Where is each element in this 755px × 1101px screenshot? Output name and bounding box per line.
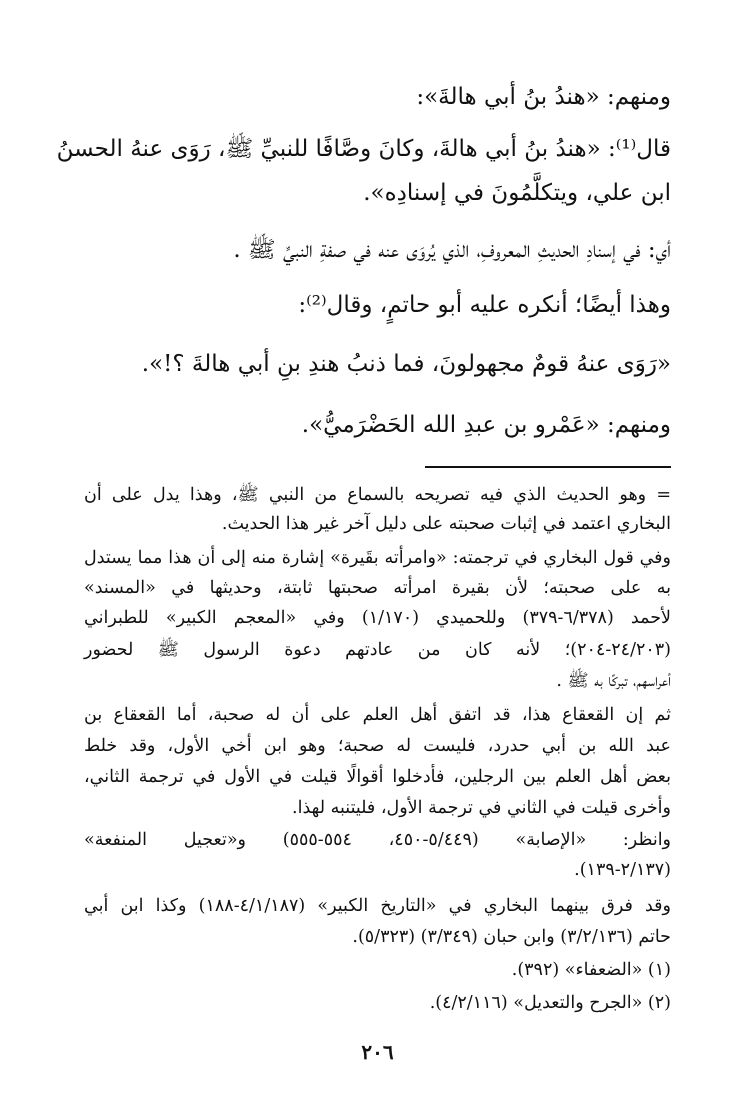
main-line-2: قال⁽¹⁾: «هندُ بنُ أبي هالةَ، وكانَ وصَّافًا للنبيِّ ﷺ، رَوَى عنهُ الحسنُ: [56, 136, 671, 162]
footnote-line-13: (٢/١٣٧-١٣٩).: [574, 860, 671, 880]
main-line-3: ابن علي، ويتكلَّمُونَ في إسنادِه».: [363, 180, 671, 206]
footnote-line-4: به على صحبته؛ لأن بقيرة امرأته صحبتها ثابتة، وحديثها في «المسند»: [84, 578, 671, 598]
footnote-ref-1: (١) «الضعفاء» (٣٩٢).: [511, 960, 671, 980]
footnote-line-14: وقد فرق بينهما البخاري في «التاريخ الكبير» (٤/١/١٨٧-١٨٨) وكذا ابن أبي: [84, 896, 672, 916]
footnote-line-1: = وهو الحديث الذي فيه تصريحه بالسماع من النبي ﷺ، وهذا يدل على أن: [84, 485, 671, 505]
footnote-line-9: عبد الله بن أبي حدرد، فليست له صحبة؛ وهو ابن أخي الأول، وقد خلط: [84, 736, 671, 756]
page-number: ٢٠٦: [361, 1040, 394, 1064]
footnote-line-15: حاتم (٣/٢/١٣٦) وابن حبان (٣/٣٤٩) (٥/٣٢٣).: [352, 927, 671, 947]
footnote-line-12: وانظر: «الإصابة» (٥/٤٤٩-٤٥٠، ٥٥٤-٥٥٥) و«تعجيل المنفعة»: [84, 830, 672, 850]
footnote-line-11: وأخرى قيلت في الثاني في ترجمة الأول، فليتنبه لهذا.: [292, 798, 671, 818]
main-line-1: ومنهم: «هندُ بنُ أبي هالةَ»:: [416, 84, 671, 110]
footnote-line-6: (٢٤/٢٠٣-٢٠٤)؛ لأنه كان من عادتهم دعوة الرسول ﷺ لحضور: [84, 640, 671, 660]
footnote-line-10: بعض أهل العلم بين الرجلين، فأدخلوا أقوالًا قيلت في الأول في ترجمة الثاني،: [84, 767, 671, 787]
main-line-4: أي: في إسنادِ الحديثِ المعروفِ، الذي يُروَى عنه في صفةِ النبيِّ ﷺ .: [233, 237, 671, 263]
main-line-7: ومنهم: «عَمْرو بن عبدِ الله الحَضْرَميُّ».: [301, 412, 671, 438]
footnote-line-3: وفي قول البخاري في ترجمته: «وامرأته بقَيرة» إشارة منه إلى أن هذا مما يستدل: [84, 548, 671, 568]
footnote-separator: [425, 466, 671, 468]
footnote-line-7: أعراسهم، تبركًا به ﷺ .: [556, 671, 671, 691]
main-line-5: وهذا أيضًا؛ أنكره عليه أبو حاتمٍ، وقال⁽²⁾:: [298, 292, 671, 318]
footnote-line-8: ثم إن القعقاع هذا، قد اتفق أهل العلم على أن له صحبة، أما القعقاع بن: [84, 705, 671, 725]
footnote-ref-2: (٢) «الجرح والتعديل» (٤/٢/١١٦).: [429, 993, 671, 1013]
footnote-line-2: البخاري اعتمد في إثبات صحبته على دليل آخر غير هذا الحديث.: [221, 514, 671, 534]
footnote-line-5: لأحمد (٦/٣٧٨-٣٧٩) وللحميدي (١/١٧٠) وفي «المعجم الكبير» للطبراني: [84, 608, 672, 628]
main-line-6: «رَوَى عنهُ قومٌ مجهولونَ، فما ذنبُ هندِ بنِ أبي هالةَ ؟!».: [141, 351, 671, 377]
